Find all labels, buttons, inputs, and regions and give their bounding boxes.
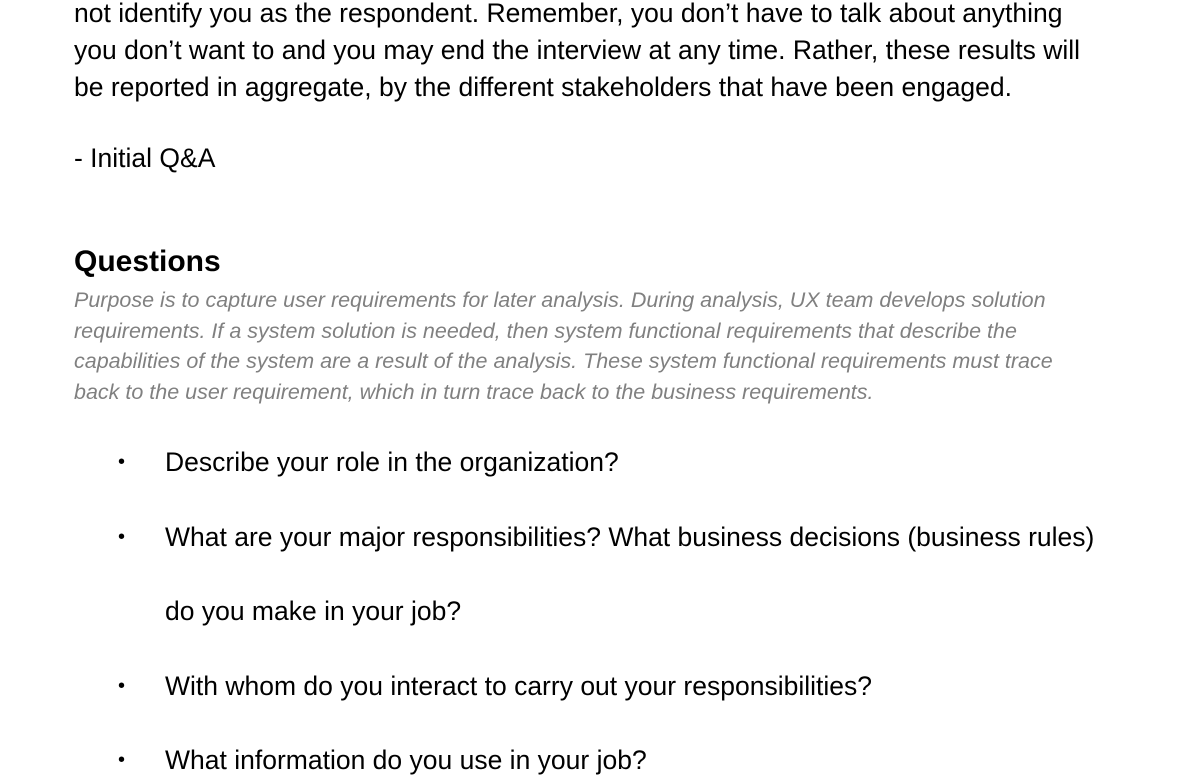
question-text: What information do you use in your job? [165,745,647,775]
bullet-icon: • [118,451,126,473]
bullet-icon: • [118,749,126,771]
purpose-line: back to the user requirement, which in turn trace back to the business requirements. [74,379,874,404]
question-text-continued: do you make in your job? [165,596,462,626]
initial-qa-label: - Initial Q&A [74,143,216,173]
purpose-line: requirements. If a system solution is needed, then system functional requirements that describe the [74,318,1017,343]
purpose-line: capabilities of the system are a result of the analysis. These system functional requirements must trace [74,349,1053,373]
questions-heading: Questions [74,245,221,278]
intro-line: not identify you as the respondent. Remember, you don’t have to talk about anything [74,0,1063,28]
bullet-icon: • [118,675,126,697]
bullet-icon: • [118,526,126,548]
question-text: With whom do you interact to carry out your responsibilities? [165,671,872,701]
question-text: What are your major responsibilities? What business decisions (business rules) [165,522,1095,552]
intro-line: you don’t want to and you may end the interview at any time. Rather, these results will [74,35,1081,65]
purpose-line: Purpose is to capture user requirements for later analysis. During analysis, UX team develops solution [74,288,1046,312]
question-text: Describe your role in the organization? [165,447,619,477]
intro-line: be reported in aggregate, by the different stakeholders that have been engaged. [74,72,1013,102]
